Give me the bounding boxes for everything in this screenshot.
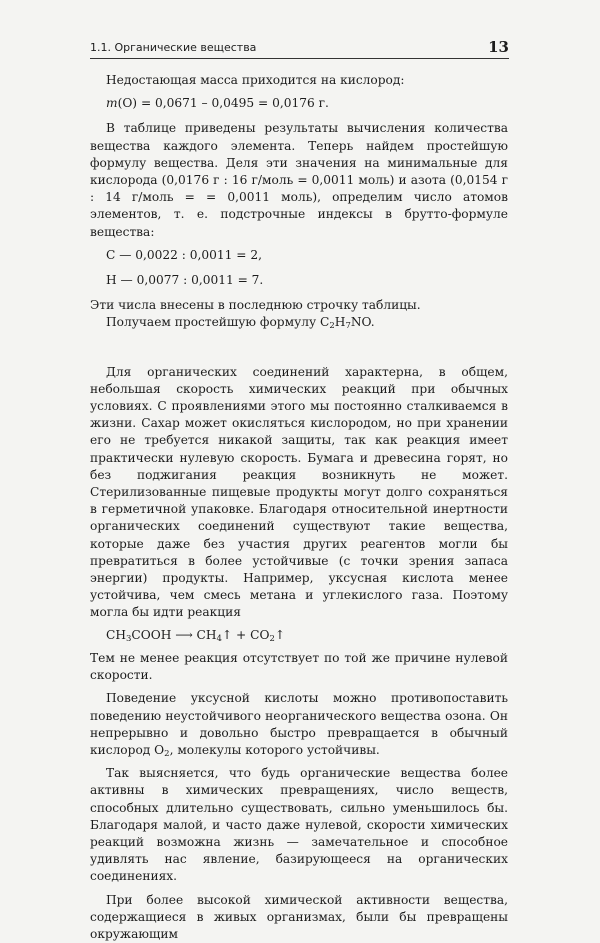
chem-acetic-ch: CH (106, 627, 126, 642)
paragraph-table-results: В таблице приведены результаты вычисления количества вещества каждого элемента. Теперь найдем простейшую формулу вещества. Деля эти значения на минимальные для кислорода (0,0176 г : 16 г/моль = 0,0011 моль) и азота (0,0154 г : 14 г/моль = = 0,0011 моль), определим число атомов элементов, т. е. подстрочные индексы в брутто-формуле вещества: (90, 121, 508, 239)
formula-suffix: NO. (350, 315, 375, 330)
paragraph-missing-mass: Недостающая масса приходится на кислород: (106, 73, 405, 87)
formula-sub-c: 2 (329, 321, 335, 332)
chem-methane: CH (192, 627, 217, 642)
paragraph-life: Так выясняется, что будь органические вещества более активны в химических превращениях, число веществ, способных длительно существовать, сильно уменьшилось бы. Благодаря малой, и часто даже нулевой, скорости химических реакций возможна жизнь — замечательное и способное удивлять нас явление, базирующееся на органических соединениях. (90, 766, 508, 884)
page-number: 13 (488, 38, 509, 56)
chem-sub-2: 2 (269, 633, 275, 644)
equation-carbon: C — 0,0022 : 0,0011 = 2, (106, 247, 262, 262)
formula-sub-h: 7 (345, 321, 351, 332)
chem-cooh: COOH (131, 627, 176, 642)
paragraph-reaction-speed: Для органических соединений характерна, в общем, небольшая скорость химических реакций при обычных условиях. С проявлениями этого мы постоянно сталкиваемся в жизни. Сахар может окисляться кислородом, но при хранении его не требуется никакой защиты, так как реакция имеет практически нулевую скорость. Бумага и древесина горят, но без поджигания реакция возникнуть не может. Стерилизованные пищевые продукты могут долго сохраняться в герметичной упаковке. Благодаря относительной инертности органических соединений существуют такие вещества, которые даже без участия других реагентов могли бы превратиться в более устойчивые (с точки зрения запаса энергии) продукты. Например, уксусная кислота менее устойчива, чем смесь метана и углекислого газа. Поэтому могла бы идти реакция (90, 364, 508, 620)
formula-prefix: Получаем простейшую формулу C (106, 315, 330, 330)
page-body (90, 72, 508, 943)
paragraph-nonetheless: Тем не менее реакция отсутствует по той же причине нулевой скорости. (90, 650, 508, 683)
ozone-tail: , молекулы которого устойчивы. (169, 742, 380, 757)
chemical-equation (106, 627, 508, 644)
equation-hydrogen: H — 0,0077 : 0,0011 = 7. (106, 273, 264, 288)
chem-co: + CO (232, 627, 270, 642)
formula-h: H (334, 315, 346, 330)
running-header (90, 36, 509, 59)
equation-oxygen-mass (106, 95, 508, 112)
section-title: 1.1. Органические вещества (90, 41, 257, 54)
chem-sub-4: 4 (216, 633, 222, 644)
paragraph-ozone (90, 690, 508, 759)
ozone-sub: 2 (164, 748, 170, 759)
section-gap (90, 332, 508, 364)
paragraph-simplest-formula (90, 314, 508, 331)
paragraph-last: При более высокой химической активности вещества, содержащиеся в живых организмах, были бы превращены окружающим (90, 892, 508, 941)
mass-symbol: m (106, 96, 118, 111)
gas-arrow-icon: ↑ (221, 627, 233, 642)
ozone-text: Поведение уксусной кислоты можно противопоставить поведению неустойчивого неорганического вещества озона. Он непрерывно и довольно быстро превращается в обычный кислород O (90, 691, 508, 757)
reaction-arrow-icon: ⟶ (175, 627, 193, 642)
equation-oxygen-mass-text: (O) = 0,0671 – 0,0495 = 0,0176 г. (117, 96, 329, 111)
gas-arrow-icon-2: ↑ (274, 627, 286, 642)
paragraph-numbers-in-table: Эти числа внесены в последнюю строчку таблицы. (90, 298, 421, 313)
chem-sub-3: 3 (125, 633, 132, 644)
